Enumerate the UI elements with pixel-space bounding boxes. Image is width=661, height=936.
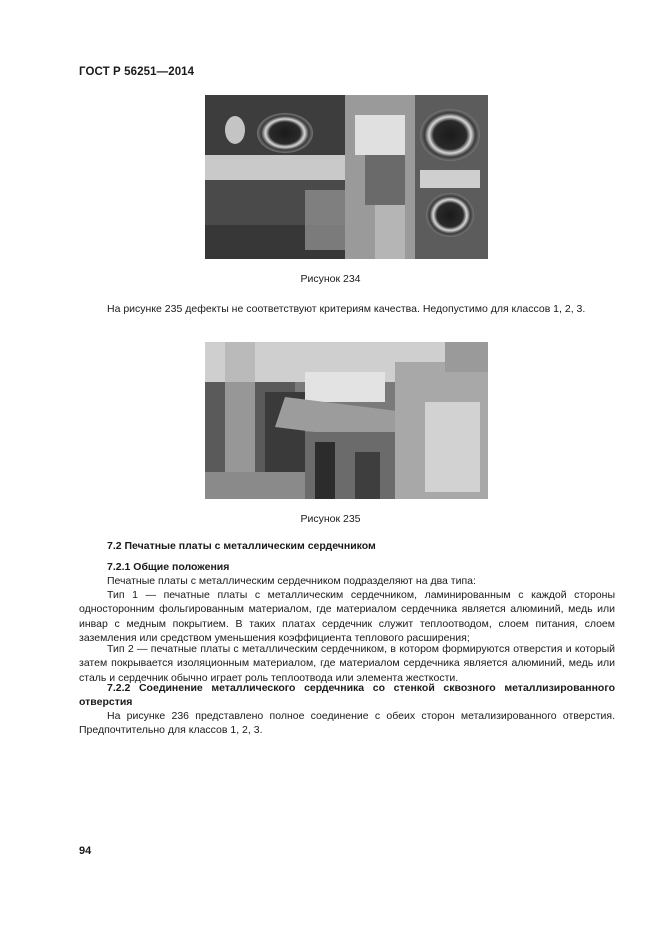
paragraph-types-intro: Печатные платы с металлическим сердечником подразделяют на два типа: [107, 575, 476, 587]
figure-234-image [205, 95, 488, 259]
paragraph-fig236-note: На рисунке 236 представлено полное соединение с обеих сторон метализированного отверстия. Предпочтительно для классов 1, 2, 3. [79, 710, 615, 737]
figure-234-photo [205, 95, 488, 259]
section-7-2-1-heading: 7.2.1 Общие положения [107, 561, 230, 573]
figure-234-caption: Рисунок 234 [300, 273, 361, 285]
standard-header: ГОСТ Р 56251—2014 [79, 66, 195, 78]
paragraph-fig235-note: На рисунке 235 дефекты не соответствуют критериям качества. Недопустимо для классов 1, 2, 3. [107, 303, 586, 315]
figure-235-image [205, 342, 488, 499]
page-number: 94 [79, 845, 92, 857]
figure-235-photo [205, 342, 488, 499]
section-7-2-2-heading: 7.2.2 Соединение металлического сердечника со стенкой сквозного металлизированного отверстия [79, 682, 615, 709]
section-7-2-heading: 7.2 Печатные платы с металлическим сердечником [107, 540, 376, 552]
paragraph-type2: Тип 2 — печатные платы с металлическим сердечником, в котором формируются отверстия и который затем покрывается изоляционным материалом, где материалом сердечника является алюминий, медь или сталь и сердечник обычно играет роль теплоотвода или элемента жесткости. [79, 643, 615, 684]
figure-235-caption: Рисунок 235 [300, 513, 361, 525]
paragraph-type1: Тип 1 — печатные платы с металлическим сердечником, ламинированным с каждой стороны односторонним фольгированным материалом, где материалом сердечника является алюминий, медь или инвар с медным покрытием. В таких платах сердечник служит теплоотводом, слоем питания, слоем заземления или средством уменьшения коэффициента теплового расширения; [79, 589, 615, 644]
